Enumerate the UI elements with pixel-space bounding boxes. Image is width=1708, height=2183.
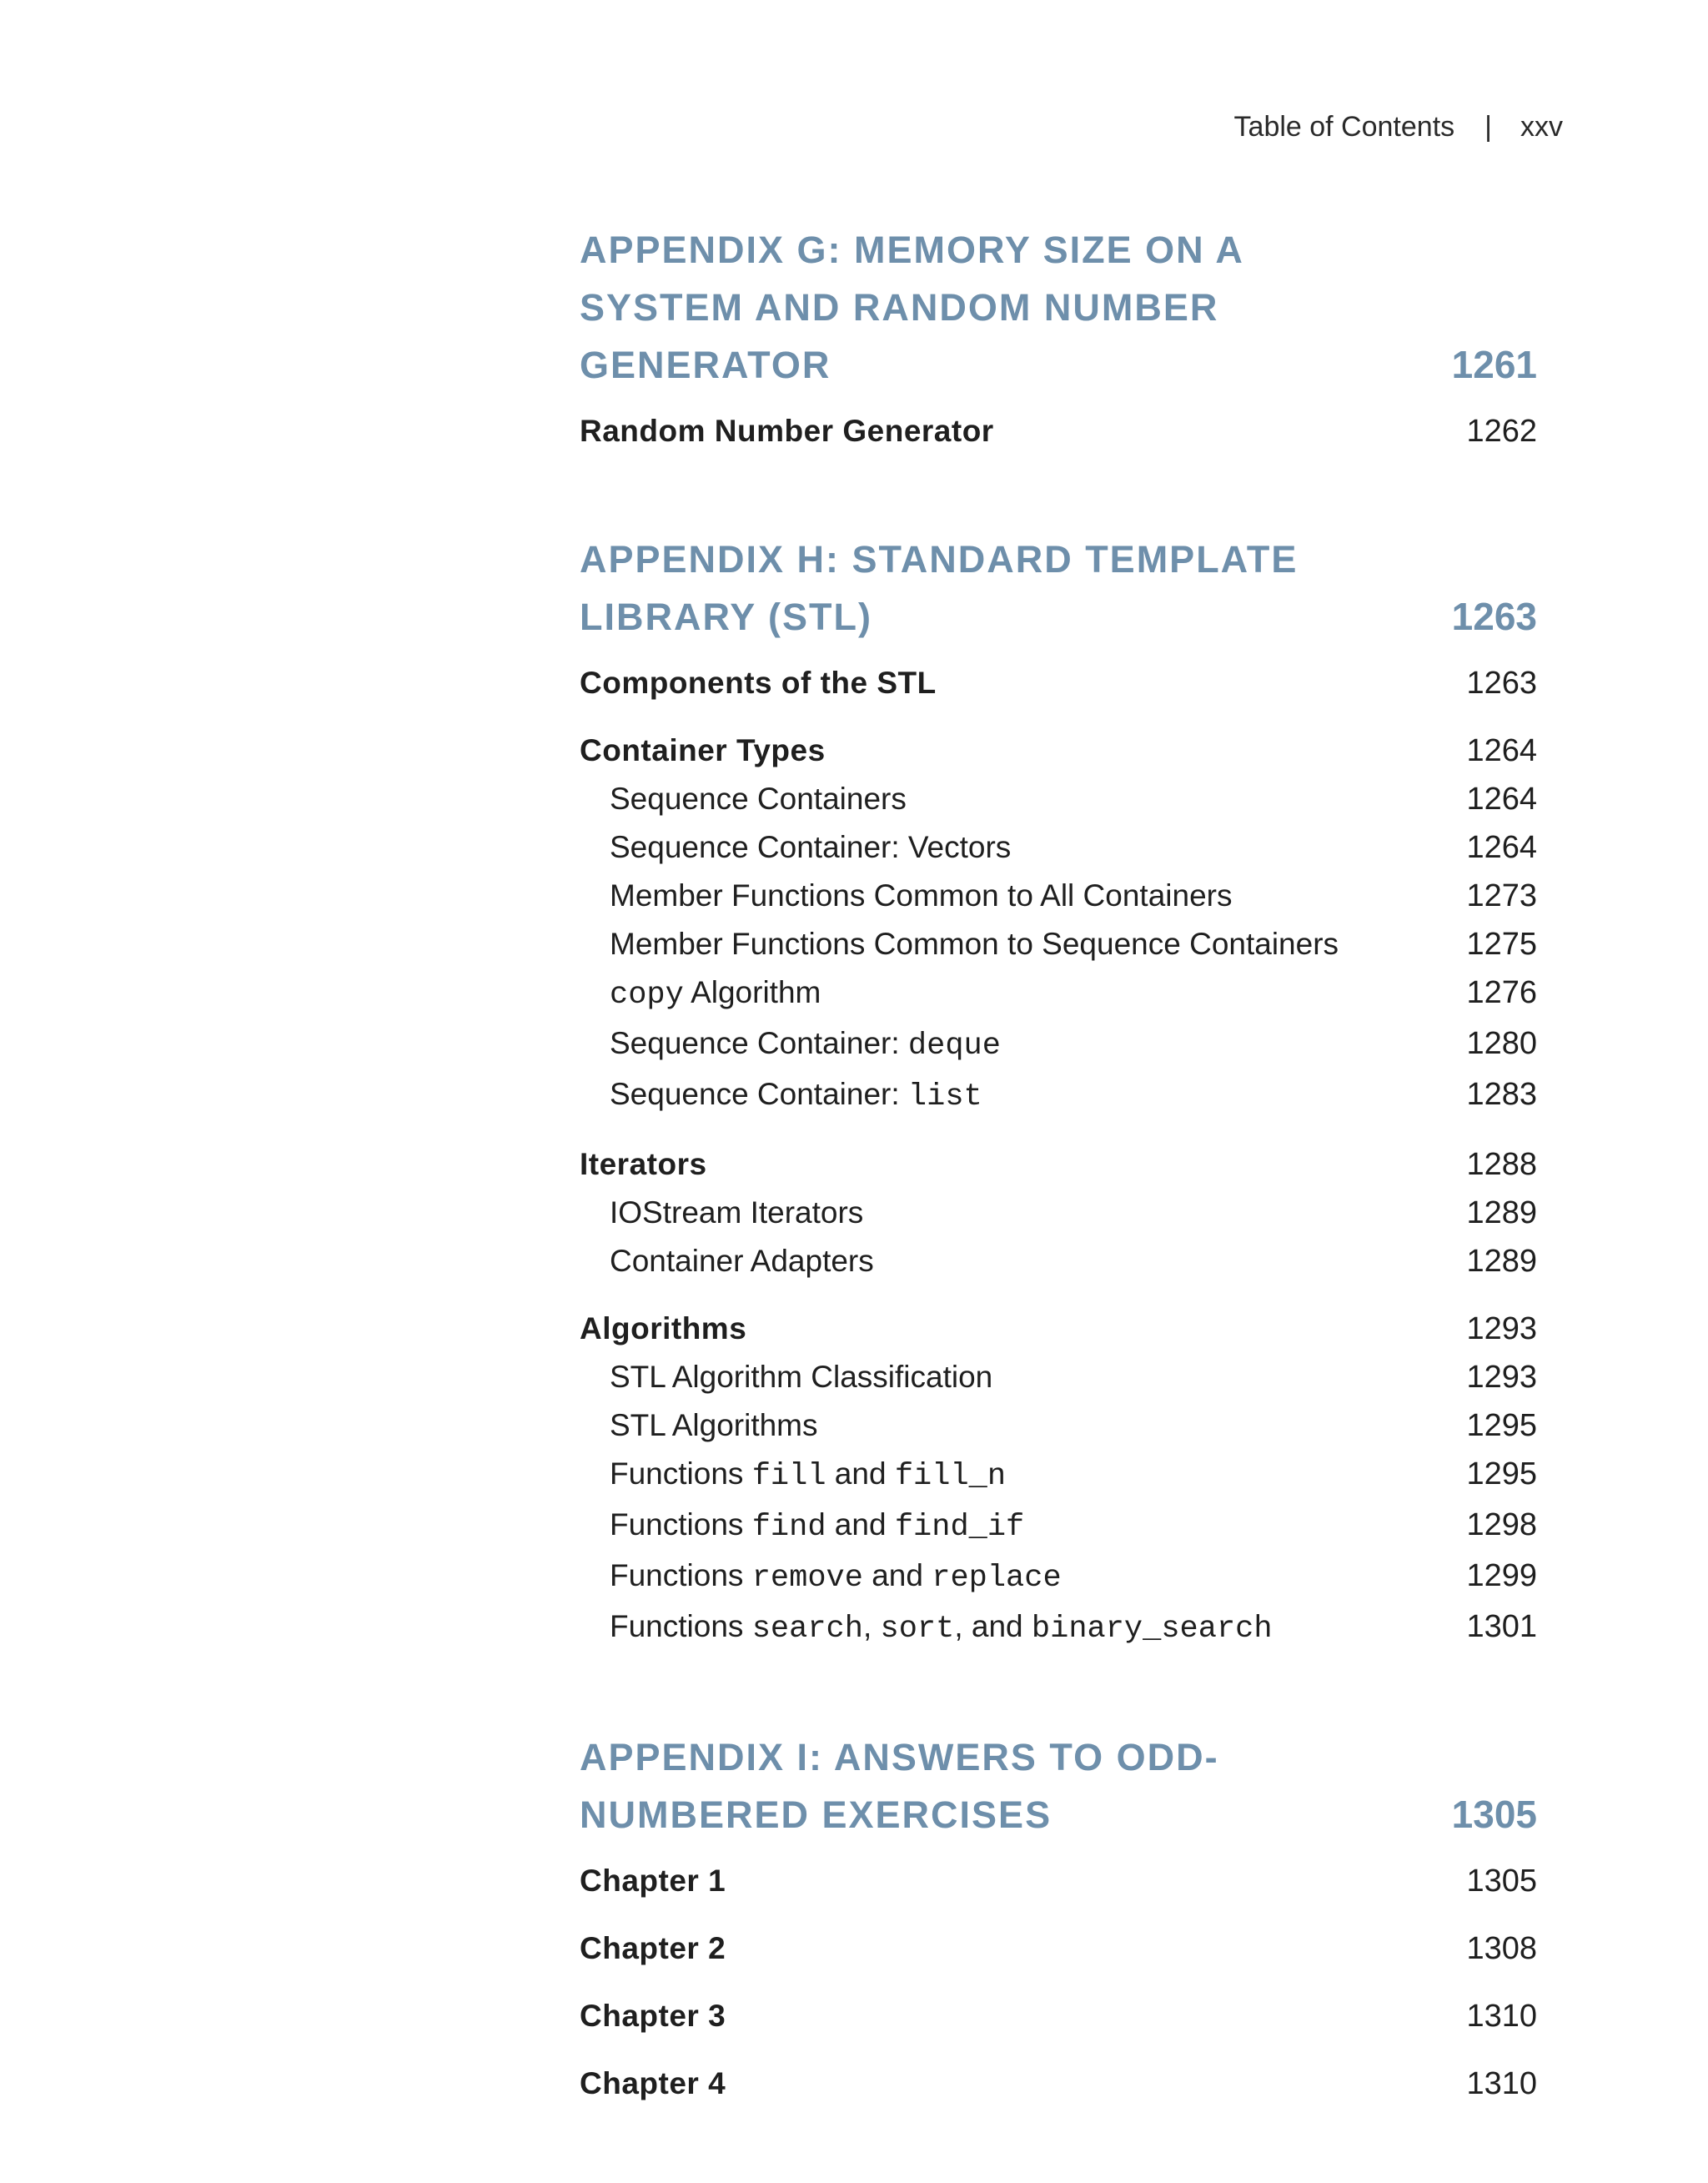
section-label: Algorithms bbox=[580, 1311, 747, 1346]
section-label: Chapter 2 bbox=[580, 1931, 726, 1965]
label-text: and bbox=[862, 1558, 932, 1592]
subsection-label bbox=[610, 1189, 863, 1237]
appendix-block bbox=[580, 531, 1537, 1653]
table-of-contents bbox=[580, 221, 1537, 2183]
appendix-heading[interactable] bbox=[580, 531, 1537, 646]
toc-subsection-entry[interactable] bbox=[580, 1353, 1537, 1401]
section-label: Iterators bbox=[580, 1147, 707, 1181]
subsection-label bbox=[610, 1019, 1001, 1070]
subsection-label bbox=[610, 1237, 874, 1285]
toc-section-entry[interactable] bbox=[580, 2060, 1537, 2108]
code-term: deque bbox=[907, 1029, 1001, 1064]
label-text: , and bbox=[954, 1609, 1032, 1643]
section-page-number: 1263 bbox=[1466, 666, 1537, 701]
appendix-title: APPENDIX I: ANSWERS TO ODD-NUMBERED EXERCISES bbox=[580, 1736, 1219, 1836]
subsection-page-number: 1273 bbox=[1466, 878, 1537, 913]
toc-subsection-entry[interactable] bbox=[580, 968, 1537, 1019]
toc-section-entry[interactable] bbox=[580, 727, 1537, 775]
subsection-page-number: 1283 bbox=[1466, 1077, 1537, 1112]
subsection-page-number: 1295 bbox=[1466, 1456, 1537, 1491]
running-head-separator: | bbox=[1484, 111, 1492, 143]
code-term: remove bbox=[751, 1561, 863, 1596]
code-term: copy bbox=[610, 978, 684, 1013]
subsection-label bbox=[610, 968, 821, 1019]
label-text: Sequence Containers bbox=[610, 782, 907, 816]
subsection-page-number: 1264 bbox=[1466, 782, 1537, 817]
toc-subsection-entry[interactable] bbox=[580, 872, 1537, 920]
code-term: sort bbox=[880, 1612, 955, 1647]
appendix-block bbox=[580, 221, 1537, 455]
label-text: and bbox=[826, 1507, 895, 1542]
running-head-page-number: xxv bbox=[1520, 111, 1563, 143]
section-label: Chapter 3 bbox=[580, 1999, 726, 2033]
label-text: Member Functions Common to Sequence Containers bbox=[610, 927, 1339, 961]
subsection-page-number: 1293 bbox=[1466, 1360, 1537, 1395]
code-term: replace bbox=[932, 1561, 1062, 1596]
subsection-page-number: 1276 bbox=[1466, 975, 1537, 1010]
label-text: Member Functions Common to All Containers bbox=[610, 878, 1233, 913]
toc-subsection-entry[interactable] bbox=[580, 1237, 1537, 1285]
section-label: Chapter 4 bbox=[580, 2066, 726, 2100]
section-page-number: 1305 bbox=[1466, 1864, 1537, 1899]
subsection-page-number: 1289 bbox=[1466, 1195, 1537, 1230]
appendix-page-number: 1305 bbox=[1451, 1793, 1537, 1836]
toc-subsection-entry[interactable] bbox=[580, 1552, 1537, 1602]
section-page-number: 1264 bbox=[1466, 733, 1537, 768]
label-text: STL Algorithm Classification bbox=[610, 1360, 993, 1394]
code-term: fill_n bbox=[894, 1459, 1007, 1494]
subsection-page-number: 1280 bbox=[1466, 1026, 1537, 1061]
label-text: Functions bbox=[610, 1558, 752, 1592]
code-term: find_if bbox=[894, 1510, 1025, 1545]
subsection-page-number: 1264 bbox=[1466, 830, 1537, 865]
code-term: binary_search bbox=[1031, 1612, 1273, 1647]
section-label: Chapter 1 bbox=[580, 1864, 726, 1898]
section-label: Container Types bbox=[580, 733, 826, 767]
toc-subsection-entry[interactable] bbox=[580, 1450, 1537, 1501]
subsection-page-number: 1299 bbox=[1466, 1558, 1537, 1593]
toc-section-entry[interactable] bbox=[580, 1140, 1537, 1189]
running-head bbox=[1234, 111, 1563, 143]
section-page-number: 1288 bbox=[1466, 1147, 1537, 1182]
subsection-label bbox=[610, 1501, 1024, 1552]
code-term: find bbox=[751, 1510, 826, 1545]
toc-subsection-entry[interactable] bbox=[580, 775, 1537, 823]
subsection-label bbox=[610, 1401, 818, 1450]
subsection-page-number: 1295 bbox=[1466, 1408, 1537, 1443]
subsection-page-number: 1289 bbox=[1466, 1244, 1537, 1279]
toc-section-entry[interactable] bbox=[580, 1305, 1537, 1353]
appendix-title: APPENDIX H: STANDARD TEMPLATE LIBRARY (STL) bbox=[580, 538, 1299, 638]
label-text: Functions bbox=[610, 1456, 752, 1491]
subsection-label bbox=[610, 1552, 1062, 1602]
label-text: Sequence Container: bbox=[610, 1077, 908, 1111]
toc-subsection-entry[interactable] bbox=[580, 1189, 1537, 1237]
section-page-number: 1310 bbox=[1466, 1999, 1537, 2034]
subsection-label bbox=[610, 872, 1232, 920]
code-term: list bbox=[907, 1079, 982, 1114]
appendix-title: APPENDIX G: MEMORY SIZE ON A SYSTEM AND RANDOM NUMBER GENERATOR bbox=[580, 229, 1243, 386]
subsection-label bbox=[610, 1602, 1273, 1653]
section-page-number: 1310 bbox=[1466, 2066, 1537, 2101]
label-text: Functions bbox=[610, 1507, 752, 1542]
toc-section-entry[interactable] bbox=[580, 407, 1537, 455]
section-label: Random Number Generator bbox=[580, 414, 994, 448]
appendix-page-number: 1261 bbox=[1451, 343, 1537, 386]
subsection-label bbox=[610, 1450, 1006, 1501]
toc-subsection-entry[interactable] bbox=[580, 1602, 1537, 1653]
subsection-label bbox=[610, 823, 1011, 872]
toc-subsection-entry[interactable] bbox=[580, 1070, 1537, 1121]
section-label: Components of the STL bbox=[580, 666, 937, 700]
appendix-heading[interactable] bbox=[580, 1728, 1537, 1843]
appendix-block bbox=[580, 1728, 1537, 2108]
section-page-number: 1293 bbox=[1466, 1311, 1537, 1346]
section-page-number: 1262 bbox=[1466, 414, 1537, 449]
toc-subsection-entry[interactable] bbox=[580, 1501, 1537, 1552]
toc-subsection-entry[interactable] bbox=[580, 1401, 1537, 1450]
toc-subsection-entry[interactable] bbox=[580, 823, 1537, 872]
toc-subsection-entry[interactable] bbox=[580, 1019, 1537, 1070]
subsection-label bbox=[610, 775, 907, 823]
label-text: STL Algorithms bbox=[610, 1408, 818, 1442]
subsection-label bbox=[610, 1070, 982, 1121]
toc-subsection-entry[interactable] bbox=[580, 920, 1537, 968]
section-page-number: 1308 bbox=[1466, 1931, 1537, 1966]
running-head-title: Table of Contents bbox=[1233, 111, 1455, 143]
label-text: Container Adapters bbox=[610, 1244, 874, 1278]
subsection-page-number: 1301 bbox=[1466, 1609, 1537, 1644]
appendix-page-number: 1263 bbox=[1451, 595, 1537, 638]
code-term: search bbox=[751, 1612, 863, 1647]
label-text: and bbox=[826, 1456, 895, 1491]
toc-section-entry[interactable] bbox=[580, 659, 1537, 707]
toc-section-entry[interactable] bbox=[580, 1857, 1537, 1905]
label-text: Sequence Container: Vectors bbox=[610, 830, 1012, 864]
label-text: Functions bbox=[610, 1609, 752, 1643]
toc-section-entry[interactable] bbox=[580, 1924, 1537, 1973]
code-term: fill bbox=[751, 1459, 826, 1494]
label-text: Algorithm bbox=[683, 975, 821, 1009]
subsection-label bbox=[610, 1353, 992, 1401]
subsection-label bbox=[610, 920, 1339, 968]
toc-section-entry[interactable] bbox=[580, 1992, 1537, 2040]
label-text: Sequence Container: bbox=[610, 1026, 908, 1060]
label-text: , bbox=[862, 1609, 881, 1643]
subsection-page-number: 1275 bbox=[1466, 927, 1537, 962]
label-text: IOStream Iterators bbox=[610, 1195, 864, 1230]
subsection-page-number: 1298 bbox=[1466, 1507, 1537, 1542]
appendix-heading[interactable] bbox=[580, 221, 1537, 394]
